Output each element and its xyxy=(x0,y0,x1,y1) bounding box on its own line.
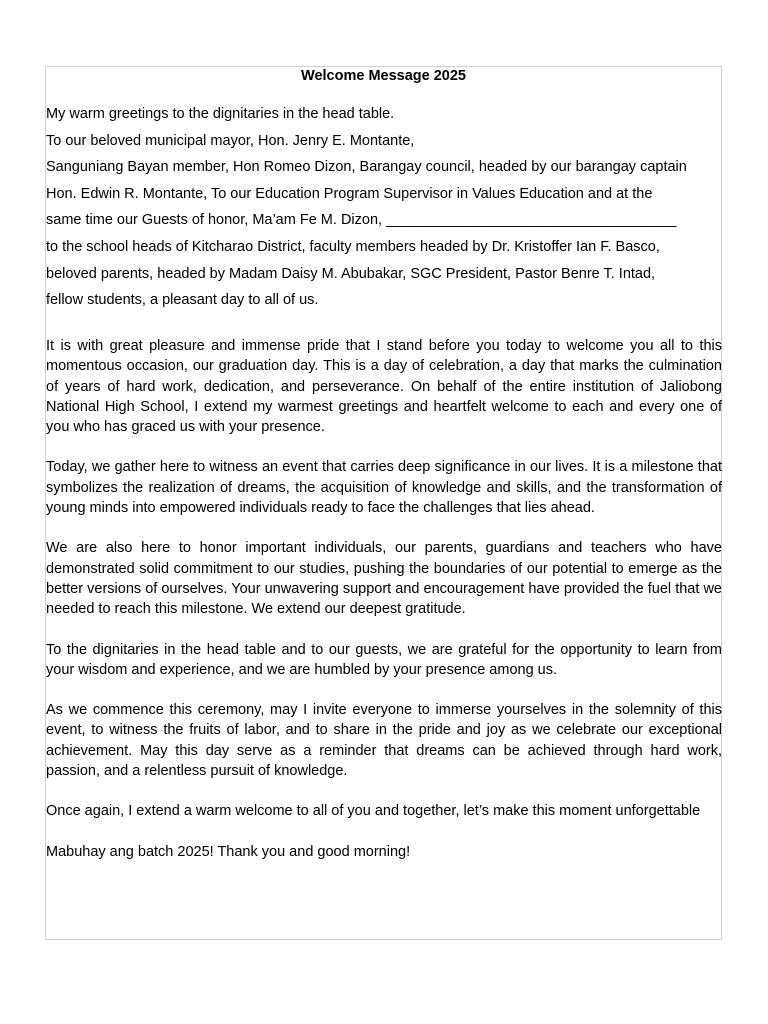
greeting-line: Hon. Edwin R. Montante, To our Education Program Supervisor in Values Education and at the xyxy=(46,185,653,202)
greeting-line: My warm greetings to the dignitaries in the head table. xyxy=(46,106,395,122)
greeting-line: beloved parents, headed by Madam Daisy M. Abubakar, SGC President, Pastor Benre T. Intad, xyxy=(46,265,656,282)
paragraph-ceremony: As we commence this ceremony, may I invite everyone to immerse yourselves in the solemnity of this event, to witness the fruits of labor, and to share in the pride and joy as we celebrate our exceptional achievement. May this day serve as a reminder that dreams can be achieved through hard work, passion, and a relentless pursuit of knowledge. xyxy=(46,702,722,780)
greeting-line: fellow students, a pleasant day to all of us. xyxy=(46,292,319,309)
document-title: Welcome Message 2025 xyxy=(301,68,466,84)
paragraph-mabuhay: Mabuhay ang batch 2025! Thank you and good morning! xyxy=(46,843,411,860)
paragraph-closing: Once again, I extend a warm welcome to all of you and together, let’s make this moment unforgettable xyxy=(46,803,701,820)
greeting-line: To our beloved municipal mayor, Hon. Jenry E. Montante, xyxy=(46,132,415,149)
greeting-line: same time our Guests of honor, Ma’am Fe M. Dizon, ____________________________________ xyxy=(46,212,677,229)
paragraph-dignitaries: To the dignitaries in the head table and to our guests, we are grateful for the opportunity to learn from your wisdom and experience, and we are humbled by your presence among us. xyxy=(46,641,722,678)
greeting-line: to the school heads of Kitcharao District, faculty members headed by Dr. Kristoffer Ian F. Basco, xyxy=(46,238,660,255)
paragraph-honor: We are also here to honor important individuals, our parents, guardians and teachers who have demonstrated solid commitment to our studies, pushing the boundaries of our potential to emerge as the better versions of ourselves. Your unwavering support and encouragement have provided the fuel that we needed to reach this milestone. We extend our deepest gratitude. xyxy=(46,540,722,618)
message-body xyxy=(46,336,722,882)
paragraph-milestone: Today, we gather here to witness an event that carries deep significance in our lives. It is a milestone that symbolizes the realization of dreams, the acquisition of knowledge and skills, and the transformation of young minds into empowered individuals ready to face the challenges that lies ahead. xyxy=(46,459,722,517)
greeting-line: Sanguniang Bayan member, Hon Romeo Dizon, Barangay council, headed by our barangay captain xyxy=(46,159,687,176)
greeting-block xyxy=(46,101,726,314)
paragraph-welcome: It is with great pleasure and immense pride that I stand before you today to welcome you all to this momentous occasion, our graduation day. This is a day of celebration, a day that marks the culmination of years of hard work, dedication, and perseverance. On behalf of the entire institution of Jaliobong National High School, I extend my warmest greetings and heartfelt welcome to each and every one of you who has graced us with your presence. xyxy=(46,338,722,436)
